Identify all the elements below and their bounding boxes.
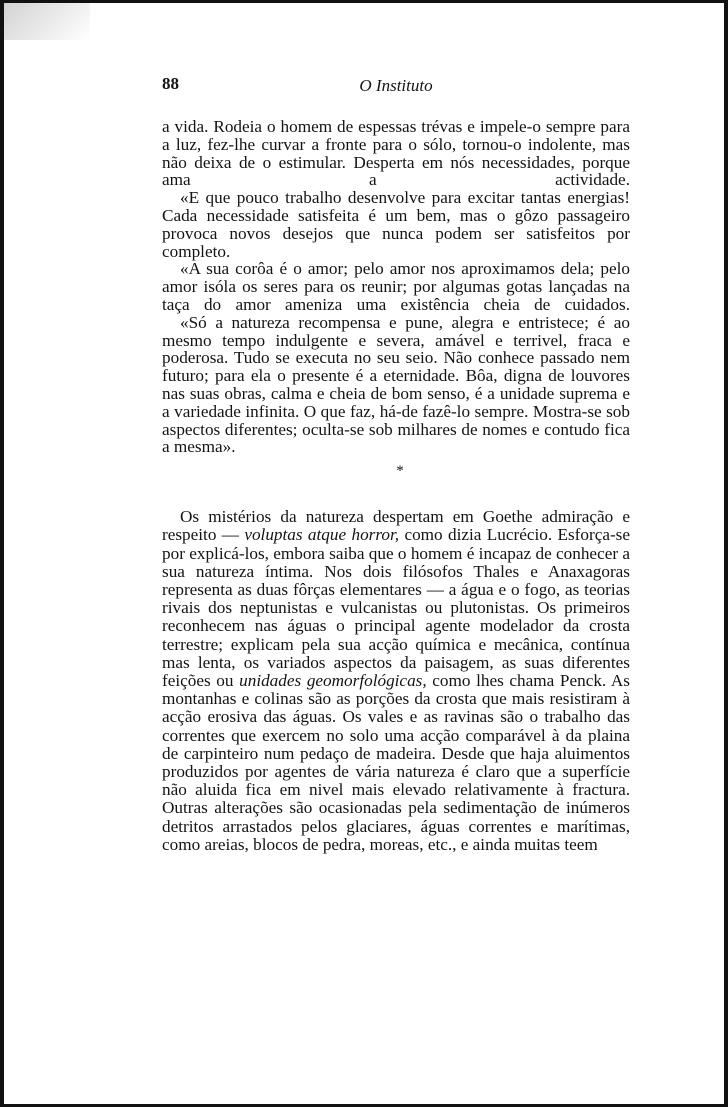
scan-smudge [0, 0, 90, 40]
paragraph-quote-love: «A sua corôa é o amor; pelo amor nos aproximamos dela; pelo amor isóla os seres para os reunir; por algumas gotas lançadas na taça do amor ameniza uma existência cheia de cuidados. [162, 259, 630, 314]
running-head [162, 70, 630, 96]
section-two [162, 508, 630, 854]
latin-quote: voluptas atque horror, [244, 525, 400, 545]
paragraph-continuation: a vida. Rodeia o homem de espessas trévas e impele-o sempre para a luz, fez-lhe curvar a fronte para o sólo, tornou-o indolente, mas não deixa de o estimular. Desperta em nós necessidades, porque ama a actividade. [162, 117, 630, 190]
geomorphology-term: unidades geomorfológicas, [239, 670, 427, 690]
journal-title: O Instituto [359, 76, 433, 95]
scan-border-top [0, 0, 728, 3]
page-number: 88 [162, 74, 179, 93]
paragraph-quote-nature: «Só a natureza recompensa e pune, alegra e entristece; é ao mesmo tempo indulgente e severa, amável e terrivel, fraca e poderosa. Tudo se executa no seu seio. Não conhece passado nem futuro; para ela o presente é a eternidade. Bôa, digna de louvores nas suas obras, calma e cheia de bom senso, é a unidade suprema e a variedade infinita. O que faz, há-de fazê-lo sempre. Mostra-se sob aspectos diferentes; oculta-se sob milhares de nomes e contudo fica a mesma». [162, 312, 630, 457]
section-separator: * [396, 463, 404, 480]
scan-border-left [0, 0, 4, 1107]
paragraph-quote-energies: «E que pouco trabalho desenvolve para excitar tantas energias! Cada necessidade satisfeita é um bem, mas o gôzo passageiro provoca novos desejos que nunca podem ser satisfeitos por completo. [162, 188, 630, 261]
paragraph-goethe [162, 508, 630, 854]
paragraph-goethe-part-1: Os mistérios da natureza despertam em Goethe admiração e respeito — [162, 507, 630, 545]
body-text [162, 118, 630, 854]
paragraph-goethe-part-3: como lhes chama Penck. As montanhas e colinas são as porções da crosta que mais resistiram à acção erosiva das águas. Os vales e as ravinas são o trabalho das correntes que exercem no solo uma acção comparável à da plaina de carpinteiro num pedaço de madeira. Desde que haja aluimentos produzidos por agentes de vária natureza é claro que a superfície não aluida fica em nivel mais elevado relativamente à fractura. Outras alterações são ocasionadas pela sedimentação de inúmeros detritos arrastados pelos glaciares, águas correntes e marítimas, como areias, blocos de pedra, moreas, etc., e ainda muitas teem [162, 670, 630, 854]
scan-border-right [724, 0, 728, 1107]
page-content [162, 70, 630, 854]
paragraph-goethe-part-2: como dizia Lucrécio. Esforça-se por explicá-los, embora saiba que o homem é incapaz de conhecer a sua natureza íntima. Nos dois filósofos Thales e Anaxagoras representa as duas fôrças elementares — a água e o fogo, as teorias rivais dos neptunistas e vulcanistas ou plutonistas. Os primeiros reconhecem nas águas o principal agente modelador da crosta terrestre; explicam pela sua acção química e mecânica, contínua mas lenta, os variados aspectos da paisagem, as suas diferentes feições ou [162, 525, 630, 690]
